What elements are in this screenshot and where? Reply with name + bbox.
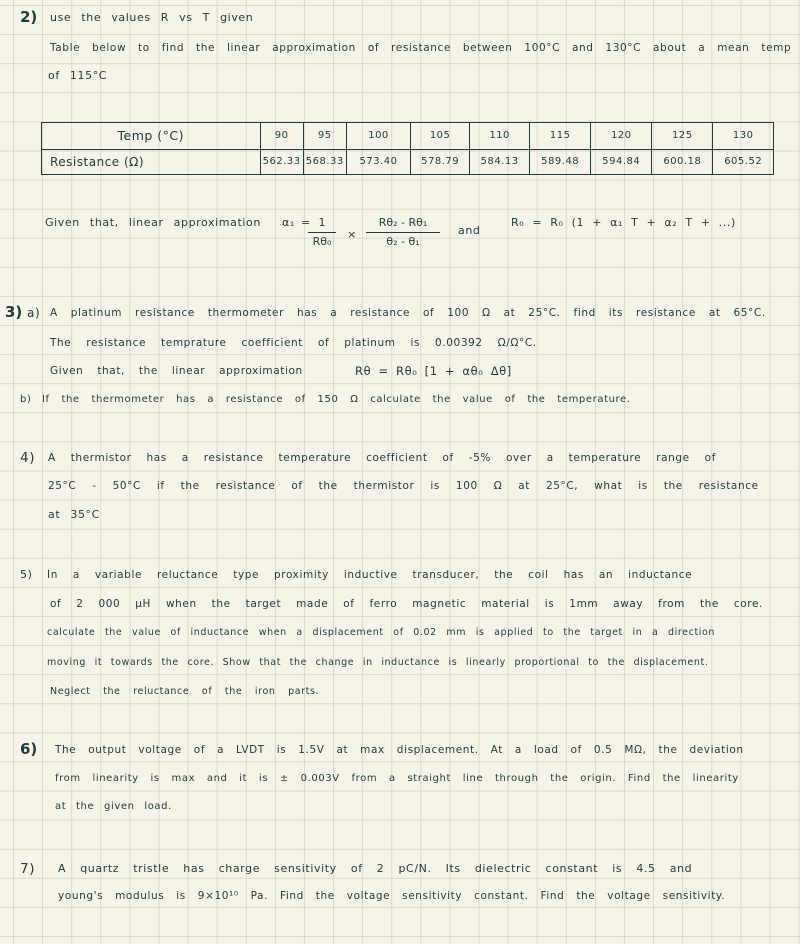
question-4-line-1: A thermistor has a resistance temperature coefficient of -5% over a temperature range of [48,452,717,464]
temp-row [42,123,773,149]
temp-cell: 100 [346,123,410,149]
fraction-2 [366,216,440,249]
question-6-number: 6) [20,740,38,758]
fraction-2-bar [366,232,440,233]
resistance-cell: 578.79 [411,149,470,174]
question-3a-label: a) [27,306,41,320]
resistance-cell: 600.18 [652,149,713,174]
resistance-cell: 589.48 [530,149,591,174]
question-5-line-2: of 2 000 μH when the target made of ferro magnetic material is 1mm away from the core. [50,598,763,610]
alpha-lhs: α₁ = [282,216,311,229]
and-label: and [458,224,481,237]
question-7-number: 7) [20,861,36,877]
fraction-1 [308,216,336,249]
question-5-number: 5) [20,568,33,581]
question-3-formula: Rθ = Rθ₀ [1 + αθ₀ Δθ] [355,364,512,378]
temp-cell: 125 [652,123,713,149]
question-5-line-3: calculate the value of inductance when a displacement of 0.02 mm is applied to the target in a direction [47,627,716,638]
resistance-formula: R₀ = R₀ (1 + α₁ T + α₂ T + ...) [511,216,736,229]
question-2-line-1: use the values R vs T given [50,11,254,24]
temp-cell: 120 [591,123,652,149]
resistance-cell: 584.13 [470,149,530,174]
question-7-line-2: young's modulus is 9×10¹⁰ Pa. Find the voltage sensitivity constant. Find the voltage sensitivity. [58,890,726,902]
temp-cell: 90 [260,123,303,149]
resistance-cell: 562.33 [260,149,303,174]
temp-cell: 115 [530,123,591,149]
question-4-line-3: at 35°C [48,508,100,521]
resistance-row [42,149,773,174]
resistance-cell: 594.84 [591,149,652,174]
temp-header: Temp (°C) [42,123,260,149]
question-3-line-3: Given that, the linear approximation [50,365,303,377]
question-6-line-1: The output voltage of a LVDT is 1.5V at max displacement. At a load of 0.5 MΩ, the deviation [55,744,744,756]
fraction-2-denominator: θ₂ - θ₁ [386,235,420,248]
resistance-header: Resistance (Ω) [42,149,260,174]
question-5-line-4: moving it towards the core. Show that the change in inductance is linearly proportional to the displacement. [47,657,709,668]
question-5-line-5: Neglect the reluctance of the iron parts. [50,686,320,697]
question-3-line-2: The resistance temprature coefficient of platinum is 0.00392 Ω/Ω°C. [50,337,537,349]
resistance-temperature-table [41,122,774,175]
temp-cell: 105 [411,123,470,149]
question-2-line-3: of 115°C [48,69,108,82]
given-linear-approximation-label: Given that, linear approximation [45,216,261,229]
resistance-cell: 568.33 [303,149,346,174]
question-7-line-1: A quartz tristle has charge sensitivity of 2 pC/N. Its dielectric constant is 4.5 and [58,862,693,875]
question-3-number: 3) [5,303,23,321]
question-2-number: 2) [20,8,38,26]
temp-cell: 130 [713,123,773,149]
fraction-1-numerator: 1 [318,216,326,229]
question-3-line-1: A platinum resistance thermometer has a resistance of 100 Ω at 25°C. find its resistance at 65°C. [50,307,766,319]
question-3-line-4: If the thermometer has a resistance of 150 Ω calculate the value of the temperature. [42,394,631,405]
question-5-line-1: In a variable reluctance type proximity inductive transducer, the coil has an inductance [47,569,693,581]
temp-cell: 110 [470,123,530,149]
fraction-1-denominator: Rθ₀ [312,235,332,248]
resistance-cell: 573.40 [346,149,410,174]
question-4-number: 4) [20,450,36,466]
question-2-line-2: Table below to find the linear approximation of resistance between 100°C and 130°C about a mean temp [50,42,792,54]
question-3b-label: b) [20,394,32,405]
question-4-line-2: 25°C - 50°C if the resistance of the thermistor is 100 Ω at 25°C, what is the resistance [48,480,759,492]
question-6-line-2: from linearity is max and it is ± 0.003V from a straight line through the origin. Find the linearity [55,773,739,784]
fraction-1-bar [308,232,336,233]
times-sign: × [347,228,357,241]
temp-cell: 95 [303,123,346,149]
question-6-line-3: at the given load. [55,801,172,812]
fraction-2-numerator: Rθ₂ - Rθ₁ [378,216,428,229]
resistance-cell: 605.52 [713,149,773,174]
